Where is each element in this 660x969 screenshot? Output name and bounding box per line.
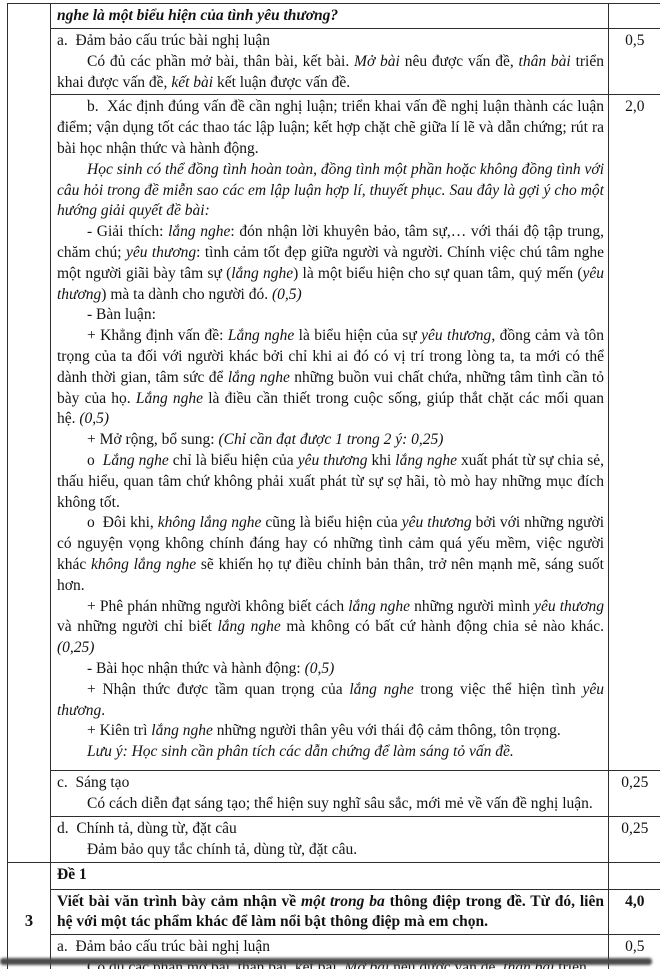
paragraph	[57, 773, 604, 794]
text-run: nghe là một biểu hiện của tình yêu thương?	[57, 7, 339, 24]
text-run: những người mình	[409, 597, 535, 615]
question-number-cell: 3	[8, 862, 51, 969]
paragraph	[57, 659, 604, 680]
question-number-cell	[8, 4, 51, 863]
text-run: kết bài	[171, 73, 214, 91]
text-run: yêu thương	[297, 451, 368, 469]
table-row	[8, 771, 660, 817]
text-run: , đồng cảm và tôn trọng của ta đối với người khác bởi chỉ khi ai đó có vị trí trong lòng ta, ta mới có thể dành thời gian, tâm sức để	[57, 327, 604, 386]
text-run: + Nhận thức được tầm quan trọng của	[87, 680, 350, 698]
content-cell	[51, 862, 609, 889]
text-run: là biểu hiện của sự	[294, 327, 422, 345]
text-run: lắng nghe	[349, 680, 414, 698]
text-run: ) là một biểu hiện cho sự quan tâm, quý mến (	[293, 264, 583, 282]
table-row	[8, 889, 660, 935]
paragraph	[57, 6, 604, 27]
text-run: thân bài	[518, 52, 571, 70]
points-cell: 0,25	[609, 771, 660, 817]
text-run: Học sinh có thể đồng tình hoàn toàn, đồng tình một phần hoặc không đồng tình với câu hỏi trong đề miễn sao các em lập luận hợp lí, thuyết phục. Sau đây là gợi ý cho một hướng giải quyết đề bài:	[57, 160, 604, 220]
paragraph	[57, 892, 604, 934]
text-run: cũng là biểu hiện của	[261, 514, 402, 532]
paragraph	[57, 513, 604, 596]
text-run: không lắng nghe	[157, 514, 262, 532]
text-run: (0,5)	[272, 285, 302, 303]
paragraph	[57, 840, 604, 861]
text-run: a. Đảm bảo cấu trúc bài nghị luận	[57, 32, 271, 49]
text-run: Đảm bảo quy tắc chính tả, dùng từ, đặt câu.	[87, 840, 358, 858]
text-run: Lưu ý: Học sinh cần phân tích các dẫn chứng để làm sáng tỏ vấn đề.	[87, 743, 514, 761]
text-run: b. Xác định đúng vấn đề cần nghị luận; triển khai vấn đề nghị luận thành các luận điểm; vận dụng tốt các thao tác lập luận; kết hợp chặt chẽ giữa lí lẽ và dẫn chứng; rút ra bài học nhận thức và hành động.	[57, 98, 604, 157]
paragraph	[57, 52, 604, 94]
text-run: và những người chỉ biết	[57, 618, 218, 636]
paragraph	[57, 31, 604, 52]
text-run: + Mở rộng, bổ sung:	[87, 431, 219, 449]
content-cell	[51, 889, 609, 935]
paragraph	[57, 794, 604, 815]
text-run: : tình cảm tốt đẹp giữa người và người. Chính việc chú tâm nghe một người giãi bày tâm sự (	[57, 243, 604, 282]
text-run: triển khai được vấn đề,	[57, 52, 604, 91]
paragraph	[57, 680, 604, 722]
text-run: (0,25)	[57, 639, 95, 657]
points-cell	[609, 862, 660, 889]
text-run: mà không có bất cứ hành động chia sẻ nào khác.	[280, 618, 604, 636]
points-cell: 4,0	[609, 889, 660, 935]
text-run: không lắng nghe	[91, 555, 197, 573]
text-run: một trong ba	[301, 892, 385, 910]
points-cell: 0,25	[609, 816, 660, 862]
text-run: là điều cần thiết trong cuộc sống, giúp thắt chặt các mối quan hệ.	[57, 389, 605, 428]
text-run: + Phê phán những người không biết cách	[87, 597, 349, 615]
paragraph	[57, 597, 604, 659]
content-cell	[51, 816, 609, 862]
text-run: lắng nghe	[348, 597, 410, 615]
text-run: khi	[367, 451, 396, 469]
paragraph	[57, 430, 604, 451]
text-run: - Bàn luận:	[87, 306, 156, 324]
text-run: chỉ là biểu hiện của	[168, 451, 298, 469]
table-row	[8, 862, 660, 889]
table-row	[8, 95, 660, 771]
content-cell	[51, 771, 609, 817]
paragraph	[57, 451, 604, 513]
scan-edge-shadow	[0, 958, 652, 965]
text-run: Lắng nghe	[135, 389, 204, 407]
text-run: thông điệp trong đề. Từ đó, liên hệ với một tác phẩm khác để làm nổi bật thông điệp mà em chọn.	[57, 892, 604, 931]
points-cell: 2,0	[609, 95, 660, 771]
paragraph	[57, 742, 604, 763]
paragraph	[57, 937, 604, 958]
text-run: (0,5)	[304, 659, 335, 677]
text-run: c. Sáng tạo	[57, 774, 130, 792]
content-cell	[51, 29, 609, 95]
text-run: yêu thương	[401, 514, 472, 532]
text-run: kết luận được vấn đề.	[213, 73, 351, 91]
text-run: ) mà ta dành cho người đó.	[101, 285, 272, 303]
text-run: o	[87, 451, 103, 469]
text-run: a. Đảm bảo cấu trúc bài nghị luận	[57, 938, 271, 956]
text-run: lắng nghe	[395, 451, 457, 469]
text-run: (0,5)	[79, 410, 110, 428]
text-run: Lắng nghe	[227, 327, 295, 345]
text-run: (Chỉ cần đạt được 1 trong 2 ý: 0,25)	[218, 431, 444, 449]
table-row	[8, 4, 660, 29]
text-run: yêu thương	[57, 680, 604, 719]
text-run: yêu thương	[421, 327, 492, 345]
points-cell: 0,5	[609, 29, 660, 95]
text-run: yêu thương	[125, 243, 197, 261]
text-run: lắng nghe	[231, 264, 294, 282]
paragraph	[57, 97, 604, 159]
text-run: lắng nghe	[227, 368, 290, 386]
text-run: - Bài học nhận thức và hành động:	[87, 659, 305, 677]
content-cell	[51, 95, 609, 771]
text-run: yêu thương	[57, 264, 604, 303]
text-run: lắng nghe	[168, 223, 231, 241]
text-run: nêu được vấn đề,	[399, 52, 519, 70]
text-run: + Kiên trì	[87, 722, 152, 740]
text-run: Đề 1	[57, 865, 87, 883]
paragraph	[57, 160, 604, 222]
paragraph	[57, 819, 604, 840]
text-run: : đón nhận lời khuyên bảo, tâm sự,… với thái độ tập trung, chăm chú;	[57, 223, 604, 261]
text-run: bởi với những người có nguyện vọng không chính đáng hay có những tình cảm quá yếu mềm, việc người khác	[57, 514, 605, 573]
points-cell	[609, 4, 660, 29]
text-run: sẽ khiến họ tự điều chỉnh bản thân, trở nên mạnh mẽ, sáng suốt hơn.	[57, 555, 604, 594]
paragraph	[57, 222, 604, 305]
text-run: những người thân yêu với thái độ cảm thông, tôn trọng.	[212, 722, 561, 740]
text-run: Có cách diễn đạt sáng tạo; thể hiện suy nghĩ sâu sắc, mới mẻ về vấn đề nghị luận.	[87, 795, 593, 813]
paragraph	[57, 305, 604, 326]
text-run: Có đủ các phần mở bài, thân bài, kết bài.	[87, 52, 355, 70]
paragraph	[57, 326, 604, 430]
text-run: lắng nghe	[217, 618, 281, 636]
text-run: xuất phát từ sự chia sẻ, thấu hiểu, quan tâm chứ không phải xuất phát từ sự sợ hãi, tò mò hay những mục đích không tốt.	[57, 451, 605, 511]
text-run: yêu thương	[534, 597, 604, 615]
table-row	[8, 816, 660, 862]
points-cell: 0,5	[609, 935, 660, 969]
content-cell	[51, 4, 609, 29]
text-run: lắng nghe	[151, 722, 213, 740]
paragraph	[57, 865, 604, 886]
text-run: Lắng nghe	[102, 451, 169, 469]
text-run: .	[101, 701, 106, 719]
rubric-table	[7, 3, 660, 969]
text-run: Viết bài văn trình bày cảm nhận về	[57, 892, 302, 910]
text-run: những buồn vui chất chứa, những tâm tình cần tỏ bày của họ.	[57, 368, 604, 407]
paragraph	[57, 721, 604, 742]
text-run: d. Chính tả, dùng từ, đặt câu	[57, 819, 237, 837]
text-run: + Khẳng định vấn đề:	[87, 327, 228, 345]
text-run: trong việc thể hiện tình	[413, 680, 583, 698]
table-row	[8, 29, 660, 95]
text-run: o Đôi khi,	[87, 514, 158, 532]
text-run: - Giải thích:	[87, 223, 169, 241]
text-run: Mở bài	[354, 52, 400, 70]
